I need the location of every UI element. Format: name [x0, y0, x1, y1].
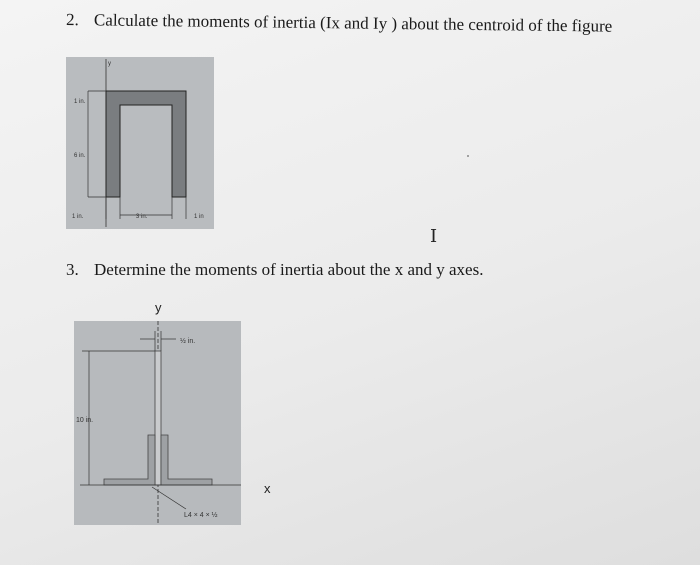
figure-2-y-label: y: [155, 300, 162, 315]
problem-2-text: Calculate the moments of inertia (Ix and Iy ) about the centroid of the figure: [93, 10, 613, 36]
dim-top-label: 1 in.: [74, 99, 86, 105]
dim-mid-label: 3 in.: [136, 214, 148, 220]
problem-3-number: 3.: [66, 260, 79, 279]
left-angle-shape: [104, 435, 155, 485]
dim-right-label: 1 in: [194, 214, 204, 220]
angle-size-label: L4 × 4 × ½: [184, 512, 218, 519]
right-angle-shape: [161, 435, 212, 485]
problem-2-number: 2.: [65, 10, 79, 30]
stray-mark: [467, 155, 469, 157]
dim-height-label: 6 in.: [74, 153, 86, 159]
plate-angle-section-figure: [74, 321, 241, 525]
text-cursor-icon: I: [430, 226, 438, 247]
vertical-plate: [155, 351, 161, 485]
problem-3-statement: [66, 260, 483, 280]
figure-1-y-label: y: [108, 61, 111, 67]
dim-height-label: 10 in.: [76, 417, 94, 424]
channel-shape: [106, 91, 186, 197]
dim-thickness-label: ½ in.: [180, 338, 196, 345]
problem-3-text: Determine the moments of inertia about the x and y axes.: [94, 260, 484, 279]
figure-2-x-label: x: [264, 481, 271, 496]
problem-2-statement: [66, 10, 613, 37]
channel-section-figure: [66, 57, 214, 229]
dim-left-label: 1 in.: [72, 214, 84, 220]
